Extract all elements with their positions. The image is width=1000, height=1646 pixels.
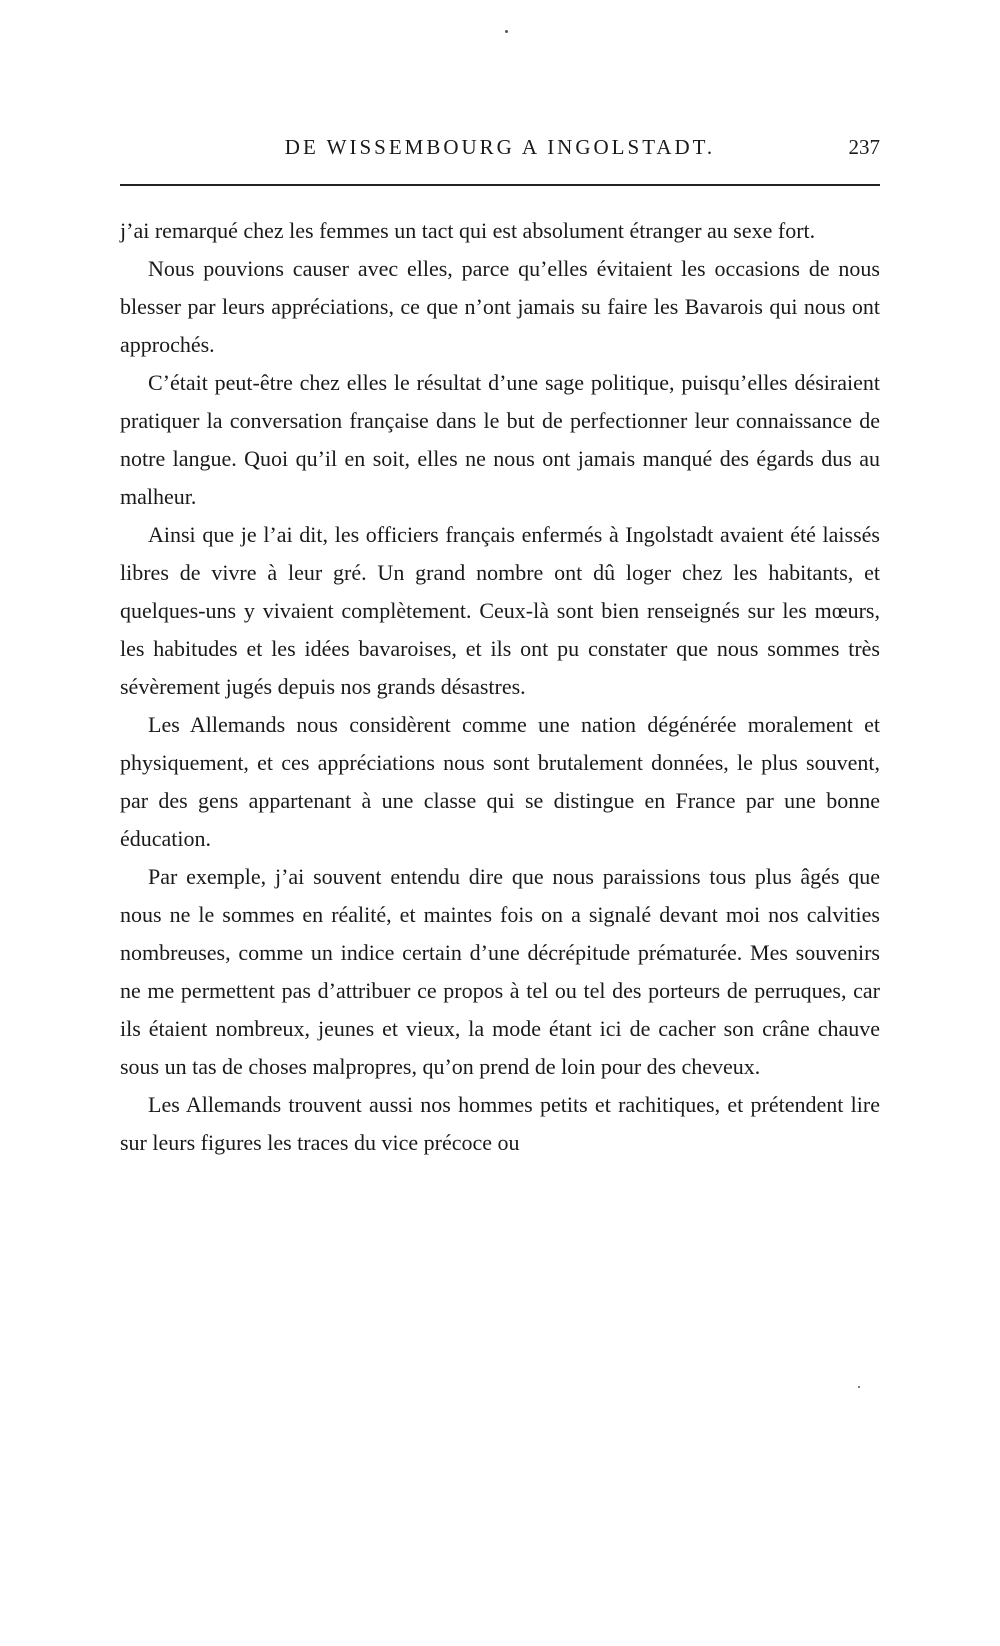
body-text	[120, 212, 880, 1162]
paragraph: Les Allemands nous considèrent comme une nation dégénérée moralement et physiquement, et ces appréciations nous sont brutalement données, le plus souvent, par des gens appartenant à une classe qui se distingue en France par une bonne éducation.	[120, 712, 880, 851]
running-title: DE WISSEMBOURG A INGOLSTADT.	[284, 135, 716, 159]
paragraph: Ainsi que je l’ai dit, les officiers français enfermés à Ingolstadt avaient été laissés libres de vivre à leur gré. Un grand nombre ont dû loger chez les habitants, et quelques-uns y vivaient complètement. Ceux-là sont bien renseignés sur les mœurs, les habitudes et les idées bavaroises, et ils ont pu constater que nous sommes très sévèrement jugés depuis nos grands désastres.	[120, 522, 880, 699]
page-number: 237	[848, 135, 880, 159]
paragraph: Les Allemands trouvent aussi nos hommes petits et rachitiques, et prétendent lire sur leurs figures les traces du vice précoce ou	[120, 1092, 880, 1155]
paragraph-continuation: j’ai remarqué chez les femmes un tact qui est absolument étranger au sexe fort.	[120, 218, 816, 243]
paragraph: C’était peut-être chez elles le résultat d’une sage politique, puisqu’elles désiraient pratiquer la conversation française dans le but de perfectionner leur connaissance de notre langue. Quoi qu’il en soit, elles ne nous ont jamais manqué des égards dus au malheur.	[120, 370, 880, 509]
paragraph: Par exemple, j’ai souvent entendu dire que nous paraissions tous plus âgés que nous ne le sommes en réalité, et maintes fois on a signalé devant moi nos calvities nombreuses, comme un indice certain d’une décrépitude prématurée. Mes souvenirs ne me permettent pas d’attribuer ce propos à tel ou tel des porteurs de perruques, car ils étaient nombreux, jeunes et vieux, la mode étant ici de cacher son crâne chauve sous un tas de choses malpropres, qu’on prend de loin pour des cheveux.	[120, 864, 880, 1079]
print-speck	[858, 1386, 860, 1388]
header-rule	[120, 184, 880, 186]
print-speck	[505, 30, 508, 33]
running-head	[120, 130, 880, 164]
paragraph: Nous pouvions causer avec elles, parce qu’elles évitaient les occasions de nous blesser par leurs appréciations, ce que n’ont jamais su faire les Bavarois qui nous ont approchés.	[120, 256, 880, 357]
